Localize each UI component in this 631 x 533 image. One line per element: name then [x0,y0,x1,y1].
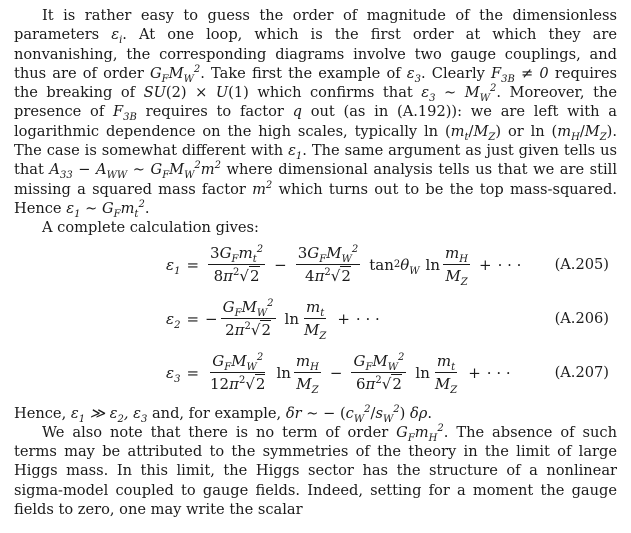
paragraph-order-of-magnitude: It is rather easy to guess the order of magnitude of the dimensionless parameters $\varepsilon_i$. At one loop, which is the first order at which they are nonvanishing, the corresponding diagrams involve two gauge couplings, and thus are of order $G_FM_W^2$. Take first the example of $\varepsilon_3$. Clearly $F_{3B} \ne 0$ requires the breaking of SU(2) × U(1) which confirms that $\varepsilon_3$ ∼ $M_W^2$. Moreover, the presence of $F_{3B}$ requires to factor q out (as in (A.192)): we are left with a logarithmic dependence on the high scales, typically $\ln (m_t/M_Z)$ or $\ln (m_H/M_Z)$. The case is somewhat different with $\varepsilon_1$. The same argument as just given tells us that $A_{33} - A_{WW}$ ∼ $G_FM_W^2m^2$ where dimensional analysis tells us that we are still missing a squared mass factor $m^2$ which turns out to be the top mass-squared. Hence $\varepsilon_1$ ∼ $G_Fm_t^2$. [14,7,618,220]
text: It is rather easy to guess the order of magnitude of the dimensionless parameters [14,7,617,44]
text: and, for example, [147,404,286,422]
paragraph-no-term: We also note that there is no term of order $G_Fm_H^2$. The absence of such terms may be attributed to the symmetries of the theory in the limit of large Higgs mass. In this limit, the Higgs sector has the structure of a nonlinear sigma-model coupled to gauge fields. Indeed, setting for a moment the gauge fields to zero, one may write the scalar [14,423,617,519]
text: . Moreover, the presence of [14,84,617,121]
text: . Clearly [421,64,492,82]
equation-a207: $\varepsilon_3$ = $\frac{G_FM_W^2}{12\pi^2√2}$ ln $\frac{m_H}{M_Z}$ − $\frac{G_FM_W^2}{6\pi^2√2}$ ln $\frac{m_t}{M_Z}$ + · · · (A.207) [14,346,617,400]
text: which confirms that [248,84,422,102]
equation-a205: $\varepsilon_1$ = $\frac{3G_Fm_t^2}{8\pi^2√2}$ − $\frac{3G_FM_W^2}{4\pi^2√2}$ tan 2 $\theta_W$ ln $\frac{m_H}{M_Z}$ + · · · (A.205) [14,238,617,292]
text: where dimensional analysis tells us that we are still missing a squared mass factor [14,161,618,198]
equation-number: (A.206) [554,310,609,328]
equation-number: (A.205) [554,256,609,274]
equation-number: (A.207) [554,364,609,382]
paragraph-hence: Hence, $\varepsilon_1$ ≫ $\varepsilon_2$, $\varepsilon_3$ and, for example, δr ∼ − $(c_W^2/s_W^2)$ δρ. [14,403,432,425]
text: requires to factor [136,103,293,121]
truncated-line [14,519,617,533]
equation-a206: $\varepsilon_2$ = − $\frac{G_FM_W^2}{2\pi^2√2}$ ln $\frac{m_t}{M_Z}$ + · · · (A.206) [14,292,617,346]
text: out (as in (A.192)): we are left with a logarithmic dependence on the high scales, typically ln [14,103,617,140]
intro-line: A complete calculation gives: [42,219,259,237]
text: . At one loop, which is the first order at which they are nonvanishing, the corresponding diagrams involve two gauge couplings, and thus are of order [14,26,617,82]
text: . The case is somewhat different with [14,122,617,160]
text: . Take first the example of [200,64,407,82]
text: We also note that there is no term of order [42,423,397,441]
text: . The same argument as just given tells us that [14,142,618,179]
text: requires the breaking of [14,64,617,102]
text: . The absence of such terms may be attributed to the symmetries of the theory in the limit of large Higgs mass. In this limit, the Higgs sector has the structure of a nonlinear sigma-model coupled to gauge fields. Indeed, setting for a moment the gauge fields to zero, one may write the scalar [14,423,617,519]
text: or ln [501,122,552,140]
text: Hence, [14,404,71,422]
text: which turns out to be the top mass-squared. Hence [14,180,617,217]
